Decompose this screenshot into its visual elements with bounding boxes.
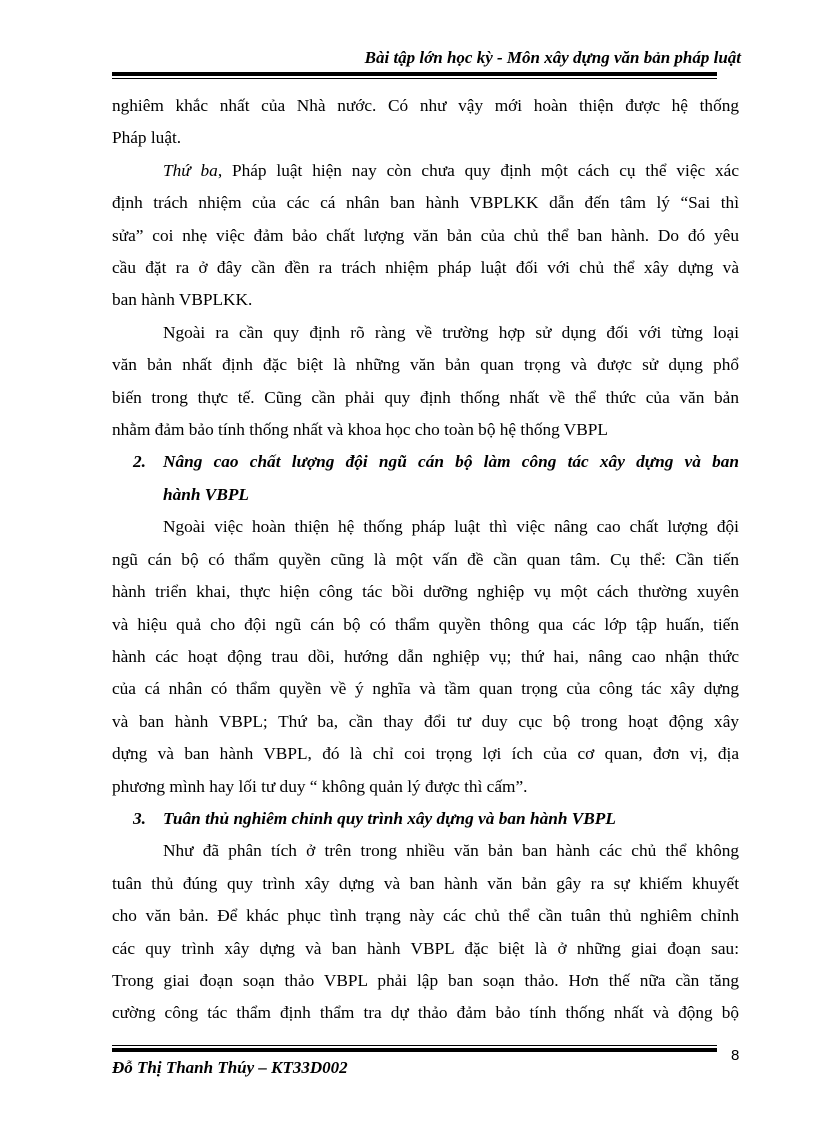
text-line: cầu đặt ra ở đây cần đền ra trách nhiệm pháp luật đối với chủ thể xây dựng và	[112, 258, 739, 278]
heading-text: Nâng cao chất lượng đội ngũ cán bộ làm công tác xây dựng và ban	[163, 452, 739, 472]
text-line: tuân thủ đúng quy trình xây dựng và ban hành văn bản gây ra sự khiếm khuyết	[112, 873, 739, 893]
heading-text: hành VBPL	[163, 484, 249, 504]
emphasis-lead: Thứ ba	[163, 160, 218, 180]
header-rule-thick	[112, 72, 717, 76]
paragraph-nhu-da-phan-tich	[112, 835, 739, 1029]
text-span: , Pháp luật hiện nay còn chưa quy định một cách cụ thể việc xác	[217, 160, 740, 180]
text-line: định trách nhiệm của các cá nhân ban hành VBPLKK dẫn đến tâm lý “Sai thì	[112, 193, 739, 213]
text-line: Trong giai đoạn soạn thảo VBPL phải lập ban soạn thảo. Hơn thế nữa cần tăng	[112, 970, 739, 990]
footer-author: Đỗ Thị Thanh Thúy – KT33D002	[112, 1058, 348, 1077]
heading-line	[112, 446, 739, 478]
text-line: và hiệu quả cho đội ngũ cán bộ có thẩm quyền thông qua các lớp tập huấn, tiến	[112, 614, 739, 634]
text-line: ban hành VBPLKK.	[112, 290, 253, 310]
footer-rule-thin	[112, 1045, 717, 1046]
paragraph-continued	[112, 90, 739, 155]
paragraph-thu-ba	[112, 155, 739, 317]
text-line: các quy trình xây dựng và ban hành VBPL đặc biệt là ở những giai đoạn sau:	[112, 938, 739, 958]
page-header-title: Bài tập lớn học kỳ - Môn xây dựng văn bản pháp luật	[364, 48, 741, 67]
heading-line	[112, 803, 739, 835]
text-line	[112, 155, 739, 187]
text-line: dựng và ban hành VBPL, đó là chỉ coi trọng lợi ích của cơ quan, đơn vị, địa	[112, 744, 739, 764]
text-line: của cá nhân có thẩm quyền về ý nghĩa và tầm quan trọng của công tác xây dựng	[112, 679, 739, 699]
text-line: Như đã phân tích ở trên trong nhiều văn bản ban hành các chủ thể không	[163, 841, 739, 861]
text-line: Ngoài việc hoàn thiện hệ thống pháp luật thì việc nâng cao chất lượng đội	[163, 517, 739, 537]
text-line: nghiêm khắc nhất của Nhà nước. Có như vậy mới hoàn thiện được hệ thống	[112, 96, 739, 115]
page-number: 8	[731, 1047, 740, 1064]
paragraph-ngoai-viec	[112, 511, 739, 803]
text-line: cường công tác thẩm định thẩm tra dự thảo đảm bảo tính thống nhất và động bộ	[112, 1003, 739, 1023]
section-heading-3	[112, 803, 739, 835]
text-line: Ngoài ra cần quy định rõ ràng về trường hợp sử dụng đối với từng loại	[163, 322, 739, 342]
text-line: hành các hoạt động trau dồi, hướng dẫn nghiệp vụ; thứ hai, nâng cao nhận thức	[112, 646, 739, 666]
text-line: ngũ cán bộ có thẩm quyền cũng là một vấn đề cần quan tâm. Cụ thể: Cần tiến	[112, 549, 739, 569]
header-rule-thin	[112, 78, 717, 79]
text-line: sửa” coi nhẹ việc đảm bảo chất lượng văn bản của chủ thể ban hành. Do đó yêu	[112, 225, 739, 245]
text-line: biến trong thực tế. Cũng cần phải quy định thống nhất về thể thức của văn bản	[112, 387, 739, 407]
heading-number: 3.	[133, 808, 146, 828]
text-line: văn bản nhất định đặc biệt là những văn bản quan trọng và được sử dụng phổ	[112, 355, 739, 375]
footer-rule-thick	[112, 1048, 717, 1052]
paragraph-ngoai-ra	[112, 317, 739, 447]
section-heading-2	[112, 446, 739, 511]
text-line: Pháp luật.	[112, 128, 182, 148]
heading-text: Tuân thủ nghiêm chỉnh quy trình xây dựng và ban hành VBPL	[163, 808, 616, 828]
heading-number-spacer	[112, 479, 163, 511]
text-line: phương mình hay lối tư duy “ không quản lý được thì cấm”.	[112, 776, 528, 796]
text-line: cho văn bản. Để khác phục tình trạng này các chủ thể cần tuân thủ nghiêm chỉnh	[112, 906, 739, 926]
heading-line	[112, 479, 739, 511]
text-line: và ban hành VBPL; Thứ ba, cần thay đổi tư duy cục bộ trong hoạt động xây	[112, 711, 739, 731]
text-line: nhằm đảm bảo tính thống nhất và khoa học cho toàn bộ hệ thống VBPL	[112, 420, 608, 440]
text-line: hành triển khai, thực hiện công tác bồi dưỡng nghiệp vụ một cách thường xuyên	[112, 582, 739, 602]
document-body	[112, 90, 739, 1030]
heading-number: 2.	[133, 452, 146, 472]
